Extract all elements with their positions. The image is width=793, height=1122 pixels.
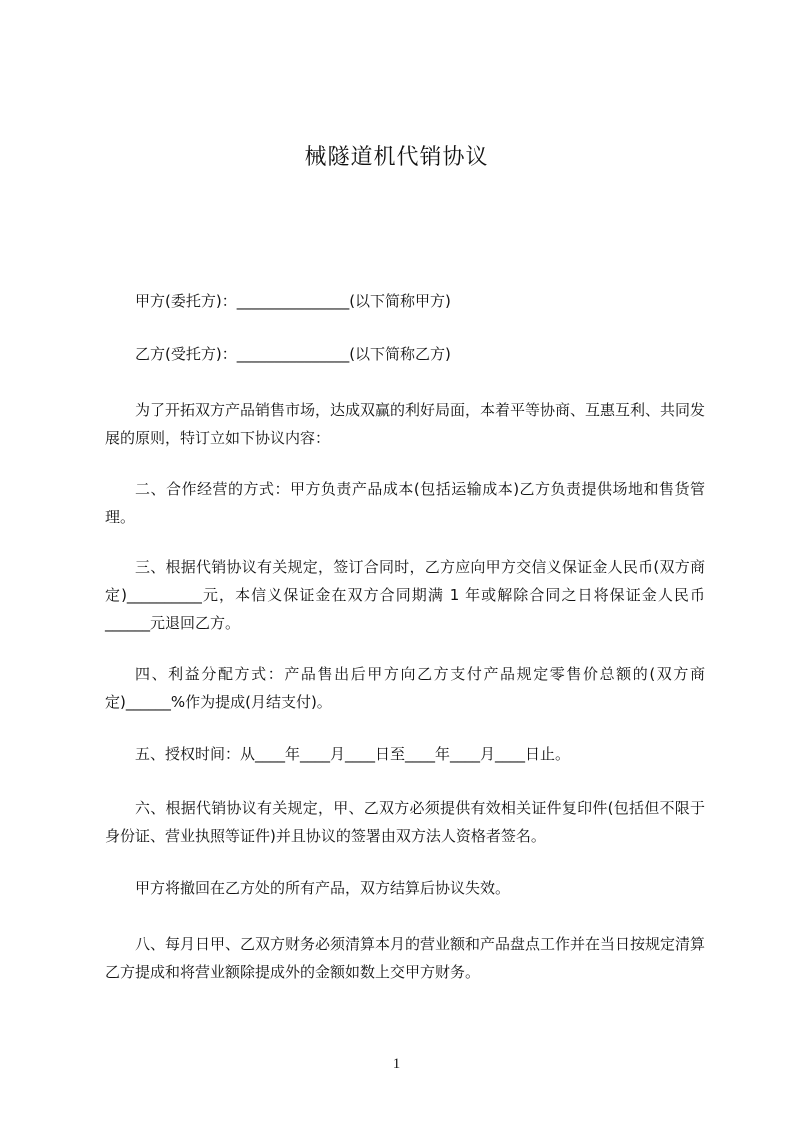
party-b-line: 乙方(受托方)：_______________(以下简称乙方) (135, 345, 451, 363)
clause-6-paragraph: 六、根据代销协议有关规定，甲、乙双方必须提供有效相关证件复印件(包括但不限于身份证、营业执照等证件)并且协议的签署由双方法人资格者签名。 (105, 799, 705, 845)
clause-2-paragraph: 二、合作经营的方式：甲方负责产品成本(包括运输成本)乙方负责提供场地和售货管理。 (105, 480, 705, 526)
clause-3-paragraph: 三、根据代销协议有关规定，签订合同时，乙方应向甲方交信义保证金人民币(双方商定)__________元，本信义保证金在双方合同期满 1 年或解除合同之日将保证金人民币______元退回乙方。 (105, 558, 705, 632)
clause-4-paragraph: 四、利益分配方式：产品售出后甲方向乙方支付产品规定零售价总额的(双方商定)______%作为提成(月结支付)。 (105, 665, 705, 711)
clause-8-paragraph: 八、每月日甲、乙双方财务必须清算本月的营业额和产品盘点工作并在当日按规定清算乙方提成和将营业额除提成外的金额如数上交甲方财务。 (105, 935, 706, 981)
clause-5-paragraph: 五、授权时间：从____年____月____日至____年____月____日止。 (135, 745, 571, 763)
termination-paragraph: 甲方将撤回在乙方处的所有产品，双方结算后协议失效。 (135, 879, 511, 897)
intro-paragraph: 为了开拓双方产品销售市场，达成双赢的利好局面，本着平等协商、互惠互利、共同发展的原则，特订立如下协议内容： (105, 401, 706, 447)
document-title: 械隧道机代销协议 (304, 145, 489, 170)
party-a-line: 甲方(委托方)：_______________(以下简称甲方) (135, 292, 451, 310)
page-number: 1 (392, 1056, 401, 1072)
